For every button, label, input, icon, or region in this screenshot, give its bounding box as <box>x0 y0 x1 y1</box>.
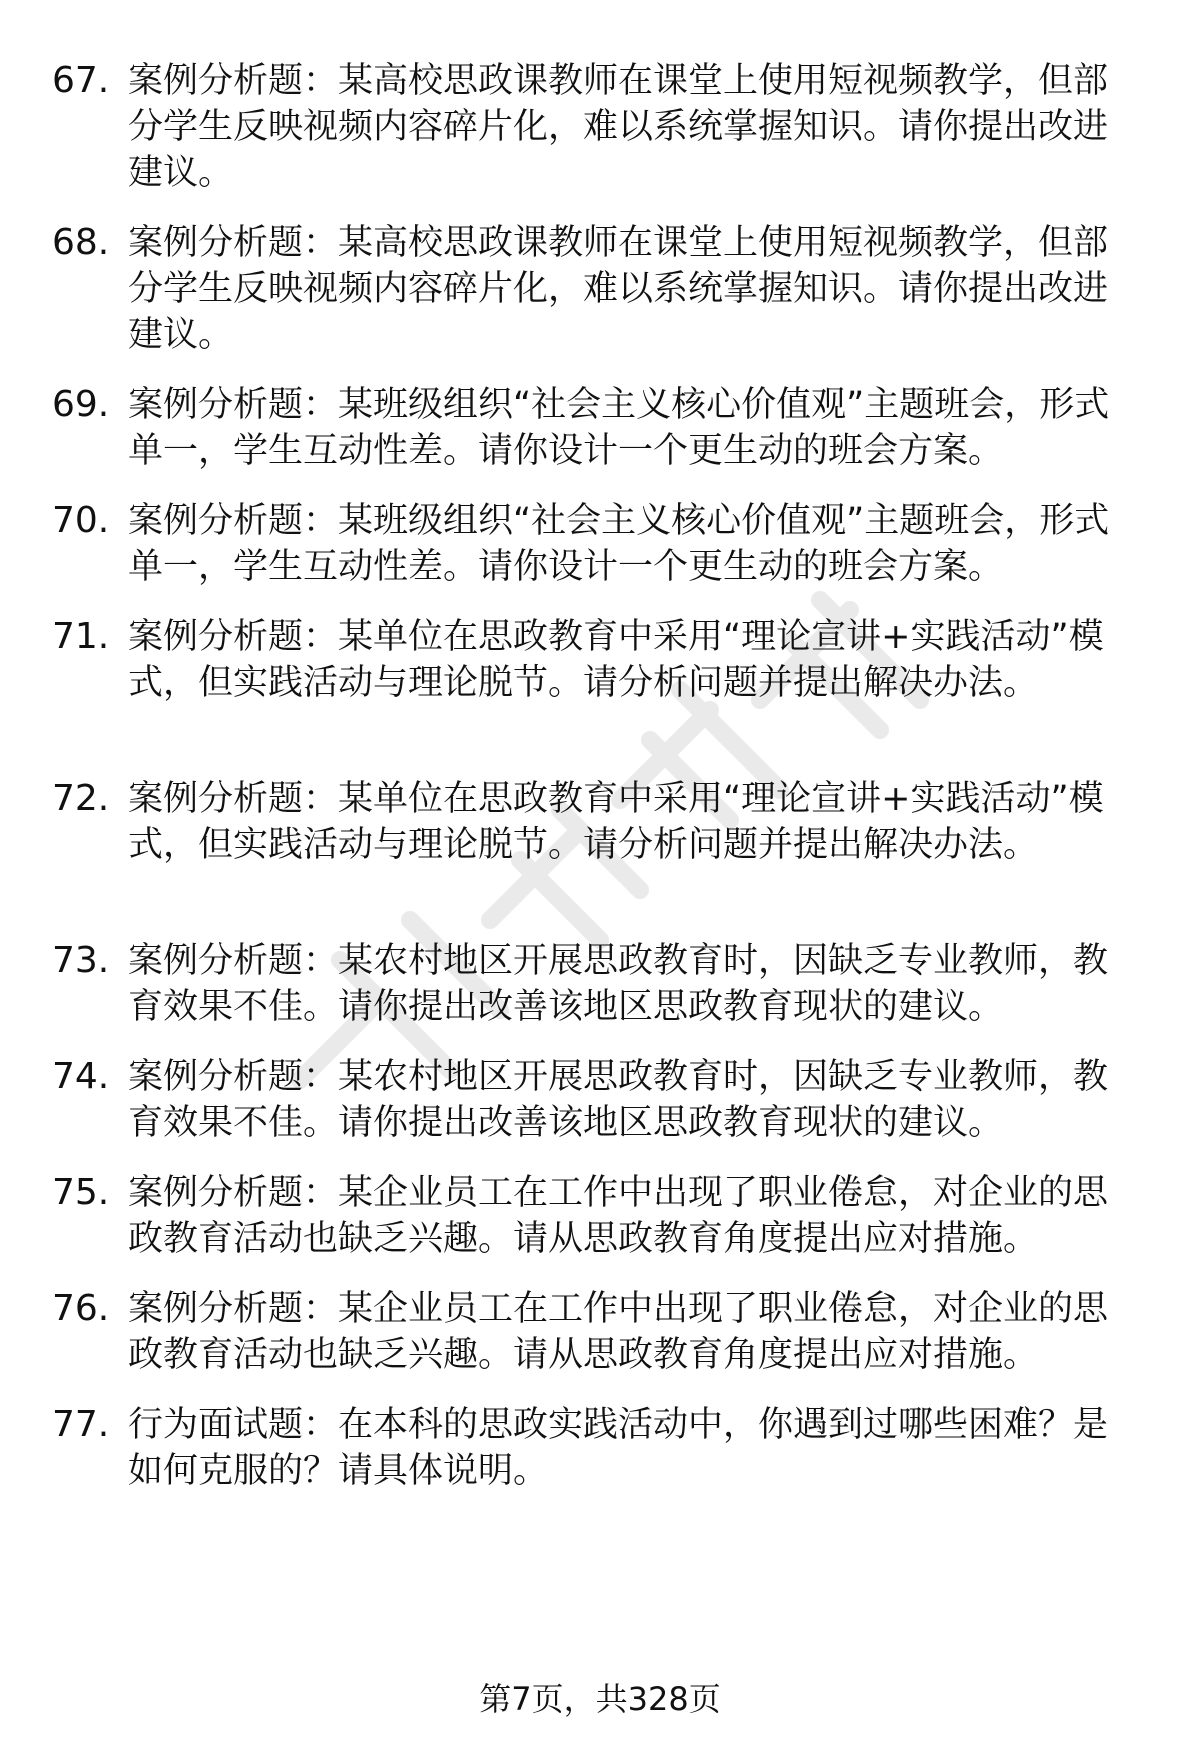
question-number: 68. <box>52 222 110 263</box>
question-number: 75. <box>52 1172 110 1213</box>
question-item <box>52 614 1150 706</box>
question-item <box>52 220 1150 358</box>
question-item <box>52 382 1150 474</box>
question-number: 74. <box>52 1056 110 1097</box>
question-number: 70. <box>52 500 110 541</box>
question-text: 案例分析题：某高校思政课教师在课堂上使用短视频教学，但部分学生反映视频内容碎片化，难以系统掌握知识。请你提出改进建议。 <box>128 61 1109 193</box>
page-footer: 第7页，共328页 <box>479 1680 721 1718</box>
question-number: 76. <box>52 1288 110 1329</box>
question-item <box>52 1170 1150 1262</box>
question-item <box>52 776 1150 868</box>
question-number: 71. <box>52 616 110 657</box>
question-number: 73. <box>52 940 110 981</box>
question-number: 77. <box>52 1404 110 1445</box>
question-text: 案例分析题：某农村地区开展思政教育时，因缺乏专业教师，教育效果不佳。请你提出改善该地区思政教育现状的建议。 <box>128 1057 1109 1143</box>
question-item <box>52 1402 1150 1494</box>
question-number: 67. <box>52 60 110 101</box>
question-text: 案例分析题：某班级组织“社会主义核心价值观”主题班会，形式单一，学生互动性差。请你设计一个更生动的班会方案。 <box>128 501 1110 587</box>
question-number: 72. <box>52 778 110 819</box>
question-item <box>52 1054 1150 1146</box>
question-text: 案例分析题：某企业员工在工作中出现了职业倦怠，对企业的思政教育活动也缺乏兴趣。请从思政教育角度提出应对措施。 <box>128 1289 1109 1375</box>
question-text: 案例分析题：某企业员工在工作中出现了职业倦怠，对企业的思政教育活动也缺乏兴趣。请从思政教育角度提出应对措施。 <box>128 1173 1109 1259</box>
question-text: 案例分析题：某农村地区开展思政教育时，因缺乏专业教师，教育效果不佳。请你提出改善该地区思政教育现状的建议。 <box>128 941 1109 1027</box>
question-text: 案例分析题：某单位在思政教育中采用“理论宣讲+实践活动”模式，但实践活动与理论脱节。请分析问题并提出解决办法。 <box>128 617 1104 703</box>
question-text: 案例分析题：某班级组织“社会主义核心价值观”主题班会，形式单一，学生互动性差。请你设计一个更生动的班会方案。 <box>128 385 1110 471</box>
question-item <box>52 1286 1150 1378</box>
question-text: 行为面试题：在本科的思政实践活动中，你遇到过哪些困难？是如何克服的？请具体说明。 <box>128 1405 1109 1491</box>
question-text: 案例分析题：某高校思政课教师在课堂上使用短视频教学，但部分学生反映视频内容碎片化，难以系统掌握知识。请你提出改进建议。 <box>128 223 1109 355</box>
question-item <box>52 498 1150 590</box>
question-item <box>52 58 1150 196</box>
question-number: 69. <box>52 384 110 425</box>
question-item <box>52 938 1150 1030</box>
question-text: 案例分析题：某单位在思政教育中采用“理论宣讲+实践活动”模式，但实践活动与理论脱节。请分析问题并提出解决办法。 <box>128 779 1104 865</box>
